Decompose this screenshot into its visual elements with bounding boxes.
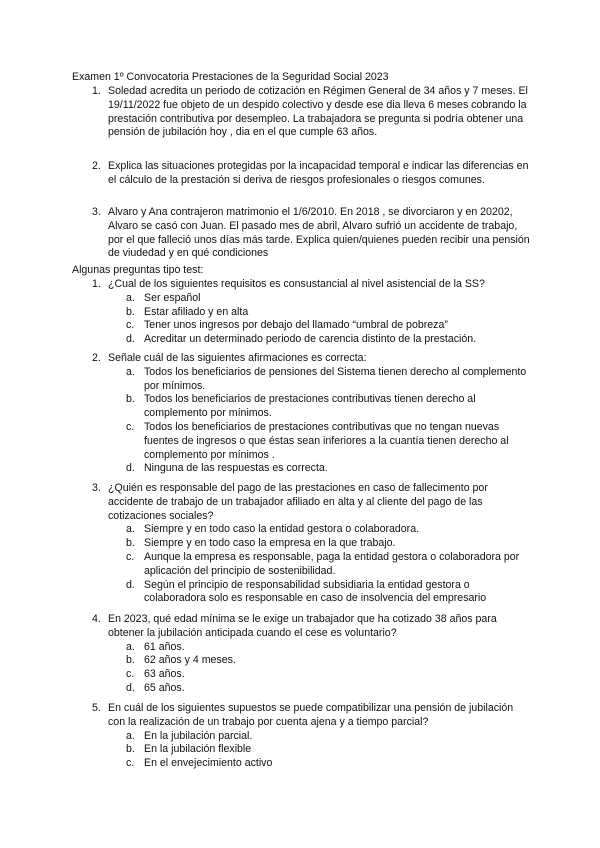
- option-letter: c.: [126, 668, 135, 681]
- options-list: [108, 641, 532, 696]
- question-number: 1.: [92, 278, 101, 290]
- option-a: [108, 366, 532, 394]
- option-d: [108, 462, 532, 476]
- option-d: [108, 333, 532, 347]
- option-text: En el envejecimiento activo: [144, 757, 273, 770]
- option-text: Acreditar un determinado periodo de carencia distinto de la prestación.: [144, 333, 477, 346]
- option-letter: b.: [126, 537, 135, 550]
- test-question-1: [72, 278, 532, 347]
- option-letter: c.: [126, 420, 135, 433]
- option-text: Siempre y en todo caso la empresa en la que trabajo.: [144, 537, 396, 550]
- question-number: 2.: [92, 160, 101, 172]
- question-text: En cuál de los siguientes supuestos se puede compatibilizar una pensión de jubilación con la realización de un trabajo por cuenta ajena y a tiempo parcial?: [108, 702, 514, 728]
- question-number: 4.: [92, 613, 101, 625]
- question-number: 1.: [92, 85, 101, 97]
- option-letter: c.: [126, 550, 135, 563]
- option-letter: b.: [126, 654, 135, 667]
- test-question-4: [72, 613, 532, 696]
- test-question-3: [72, 482, 532, 606]
- option-letter: c.: [126, 319, 135, 332]
- test-heading: Algunas preguntas tipo test:: [72, 264, 204, 276]
- options-list: [108, 292, 532, 347]
- option-text: 62 años y 4 meses.: [144, 654, 236, 667]
- question-text: ¿Cual de los siguientes requisitos es consustancial al nivel asistencial de la SS?: [108, 278, 485, 290]
- option-text: En la jubilación flexible: [144, 743, 252, 756]
- option-letter: d.: [126, 578, 135, 591]
- option-letter: d.: [126, 333, 135, 346]
- option-d: [108, 682, 532, 696]
- question-text: Señale cuál de las siguientes afirmaciones es correcta:: [108, 352, 367, 364]
- option-text: Estar afiliado y en alta: [144, 305, 249, 318]
- option-text: Todos los beneficiarios de prestaciones contributivas que no tengan nuevas fuentes de ingresos o que éstas sean inferiores a la cuantía tienen derecho al complemento por mínimos .: [144, 420, 509, 461]
- test-question-2: [72, 352, 532, 476]
- question-text: En 2023, qué edad mínima se le exige un trabajador que ha cotizado 38 años para obtener la jubilación anticipada cuando el cese es voluntario?: [108, 613, 497, 639]
- option-text: Todos los beneficiarios de prestaciones contributivas tienen derecho al complemento por mínimos.: [144, 393, 476, 420]
- option-letter: d.: [126, 681, 135, 694]
- question-number: 2.: [92, 352, 101, 364]
- option-b: [108, 306, 532, 320]
- option-a: [108, 292, 532, 306]
- question-text: Soledad acredita un periodo de cotización en Régimen General de 34 años y 7 meses. El 19/11/2022 fue objeto de un despido colectivo y desde ese dia lleva 6 meses cobrando la prestación contributiva por desempleo. La trabajadora se pregunta si podría obtener una pensión de jubilación hoy , dia en el que cumple 63 años.: [108, 85, 528, 139]
- option-letter: a.: [126, 523, 135, 536]
- question-number: 5.: [92, 702, 101, 714]
- option-b: [108, 743, 532, 757]
- question-text: Alvaro y Ana contrajeron matrimonio el 1/6/2010. En 2018 , se divorciaron y en 20202, Alvaro se casó con Juan. El pasado mes de abril, Alvaro sufrió un accidente de trabajo, por el que falleció unos días más tarde. Explica quien/quienes pueden recibir una pensión de viudedad y en qué condiciones: [108, 206, 530, 260]
- question-text: Explica las situaciones protegidas por la incapacidad temporal e indicar las diferencias en el cálculo de la prestación si deriva de riesgos profesionales o riesgos comunes.: [108, 160, 529, 186]
- question-number: 3.: [92, 482, 101, 494]
- option-text: Aunque la empresa es responsable, paga la entidad gestora o colaboradora por aplicación del principio de sostenibilidad.: [144, 550, 520, 577]
- question-number: 3.: [92, 206, 101, 218]
- document-title: Examen 1º Convocatoria Prestaciones de la Seguridad Social 2023: [72, 71, 389, 83]
- option-text: Siempre y en todo caso la entidad gestora o colaboradora.: [144, 523, 420, 536]
- option-text: 61 años.: [144, 640, 185, 653]
- option-c: [108, 551, 532, 579]
- option-text: En la jubilación parcial.: [144, 729, 253, 742]
- essay-question-3: [72, 206, 532, 261]
- option-text: Ninguna de las respuestas es correcta.: [144, 462, 328, 475]
- option-c: [108, 319, 532, 333]
- question-text: ¿Quién es responsable del pago de las prestaciones en caso de fallecimento por accidente de trabajo de un trabajador afiliado en alta y al cliente del pago de las cotizaciones sociales?: [108, 482, 488, 522]
- option-a: [108, 641, 532, 655]
- option-letter: a.: [126, 365, 135, 378]
- essay-question-2: [72, 160, 532, 188]
- option-text: Según el principio de responsabilidad subsidiaria la entidad gestora o colaboradora solo es responsable en caso de insolvencia del empresario: [144, 578, 487, 605]
- option-text: Ser español: [144, 291, 201, 304]
- option-text: Tener unos ingresos por debajo del llamado “umbral de pobreza”: [144, 319, 448, 332]
- option-c: [108, 668, 532, 682]
- option-a: [108, 730, 532, 744]
- option-letter: b.: [126, 393, 135, 406]
- options-list: [108, 523, 532, 606]
- option-text: Todos los beneficiarios de pensiones del Sistema tienen derecho al complemento por mínimos.: [144, 365, 527, 392]
- option-letter: a.: [126, 640, 135, 653]
- option-text: 63 años.: [144, 668, 185, 681]
- option-letter: b.: [126, 305, 135, 318]
- option-b: [108, 537, 532, 551]
- option-c: [108, 757, 532, 771]
- option-letter: a.: [126, 291, 135, 304]
- option-text: 65 años.: [144, 681, 185, 694]
- option-letter: c.: [126, 757, 135, 770]
- option-letter: b.: [126, 743, 135, 756]
- option-letter: d.: [126, 462, 135, 475]
- essay-question-1: [72, 85, 532, 140]
- option-a: [108, 523, 532, 537]
- option-c: [108, 421, 532, 462]
- test-question-5: [72, 702, 532, 771]
- option-d: [108, 579, 532, 607]
- option-b: [108, 654, 532, 668]
- options-list: [108, 366, 532, 476]
- options-list: [108, 730, 532, 771]
- option-b: [108, 393, 532, 421]
- option-letter: a.: [126, 729, 135, 742]
